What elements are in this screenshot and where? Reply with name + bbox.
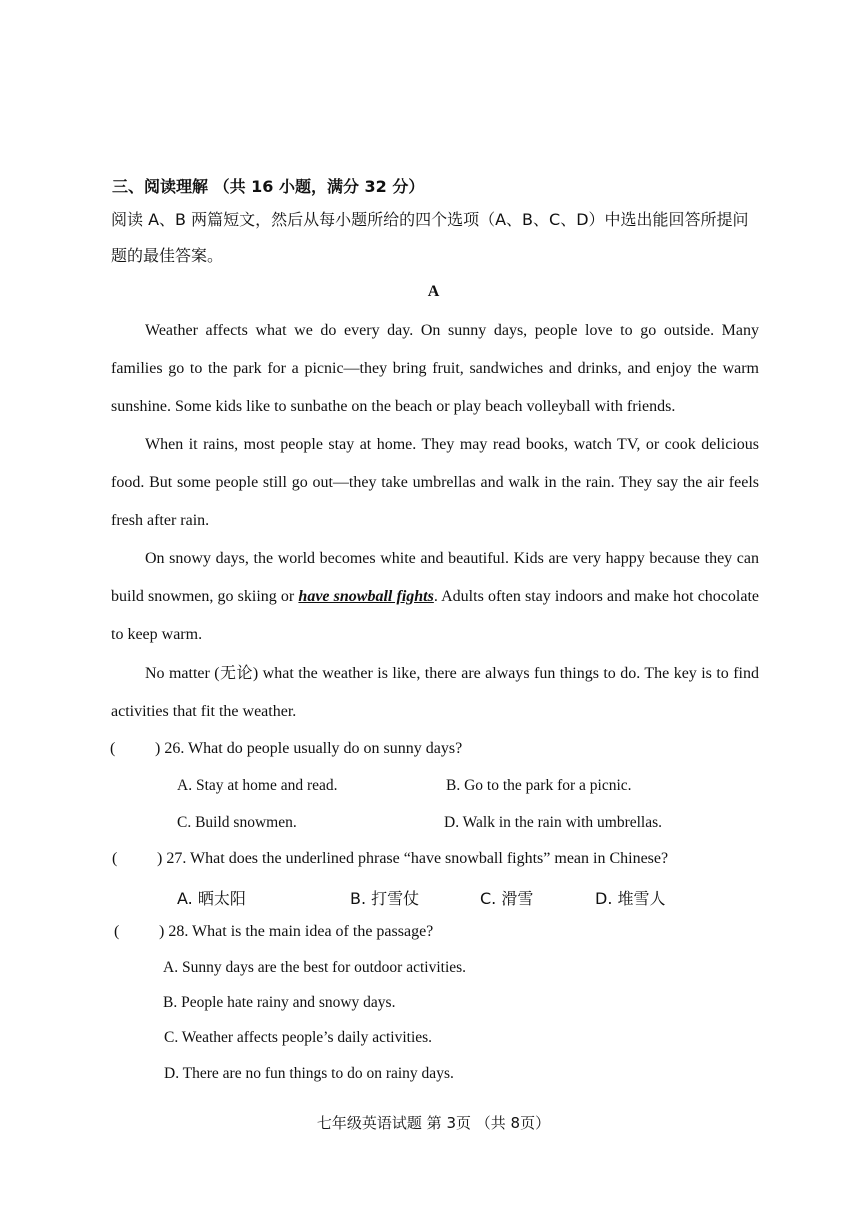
paragraph-3-text-after: . Adults often stay indoors and make hot chocolate to keep warm. xyxy=(111,588,759,643)
passage-title: A xyxy=(427,283,440,300)
question-28-option-d: D. There are no fun things to do on rainy days. xyxy=(164,1065,454,1082)
question-26-option-d: D. Walk in the rain with umbrellas. xyxy=(444,814,663,831)
passage-paragraph-1: Weather affects what we do every day. On sunny days, people love to go outside. Many families go to the park for a picnic—they bring fruit, sandwiches and drinks, and enjoy the warm sunshine. Some kids like to sunbathe on the beach or play beach volleyball with friends. xyxy=(111,322,759,415)
question-27-stem: ) 27. What does the underlined phrase “have snowball fights” mean in Chinese? xyxy=(157,850,669,867)
question-26-stem: ) 26. What do people usually do on sunny days? xyxy=(155,740,463,757)
paragraph-3-text-before: On snowy days, the world becomes white and beautiful. Kids are very happy because they can build snowmen, go skiing or xyxy=(111,550,759,605)
question-28-stem: ) 28. What is the main idea of the passage? xyxy=(159,923,434,940)
passage-paragraph-2: When it rains, most people stay at home. They may read books, watch TV, or cook delicious food. But some people still go out—they take umbrellas and walk in the rain. They say the air feels fresh after rain. xyxy=(111,436,759,529)
underlined-phrase: have snowball fights xyxy=(298,588,434,605)
section-instruction: 阅读 A、B 两篇短文，然后从每小题所给的四个选项（A、B、C、D）中选出能回答所提问题的最佳答案。 xyxy=(111,210,749,265)
page-footer: 七年级英语试题 第 3页 （共 8页） xyxy=(316,1114,551,1132)
question-27-option-a: A. 晒太阳 xyxy=(177,889,246,908)
answer-blank-26[interactable]: ( xyxy=(110,740,116,757)
question-28-option-c: C. Weather affects people’s daily activities. xyxy=(164,1029,433,1046)
section-heading: 三、阅读理解 （共 16 小题，满分 32 分） xyxy=(112,177,425,196)
question-28-option-a: A. Sunny days are the best for outdoor activities. xyxy=(163,959,467,976)
question-26-option-a: A. Stay at home and read. xyxy=(177,777,338,794)
passage-paragraph-3 xyxy=(111,540,759,654)
answer-blank-28[interactable]: ( xyxy=(114,923,120,940)
question-27-option-c: C. 滑雪 xyxy=(480,889,534,908)
question-26-option-b: B. Go to the park for a picnic. xyxy=(446,777,632,794)
passage-paragraph-4: No matter (无论) what the weather is like, there are always fun things to do. The key is to find activities that fit the weather. xyxy=(111,665,759,720)
question-28-option-b: B. People hate rainy and snowy days. xyxy=(163,994,396,1011)
question-27-option-d: D. 堆雪人 xyxy=(595,889,666,908)
question-27-option-b: B. 打雪仗 xyxy=(350,889,420,908)
answer-blank-27[interactable]: ( xyxy=(112,850,118,867)
question-26-option-c: C. Build snowmen. xyxy=(177,814,297,831)
